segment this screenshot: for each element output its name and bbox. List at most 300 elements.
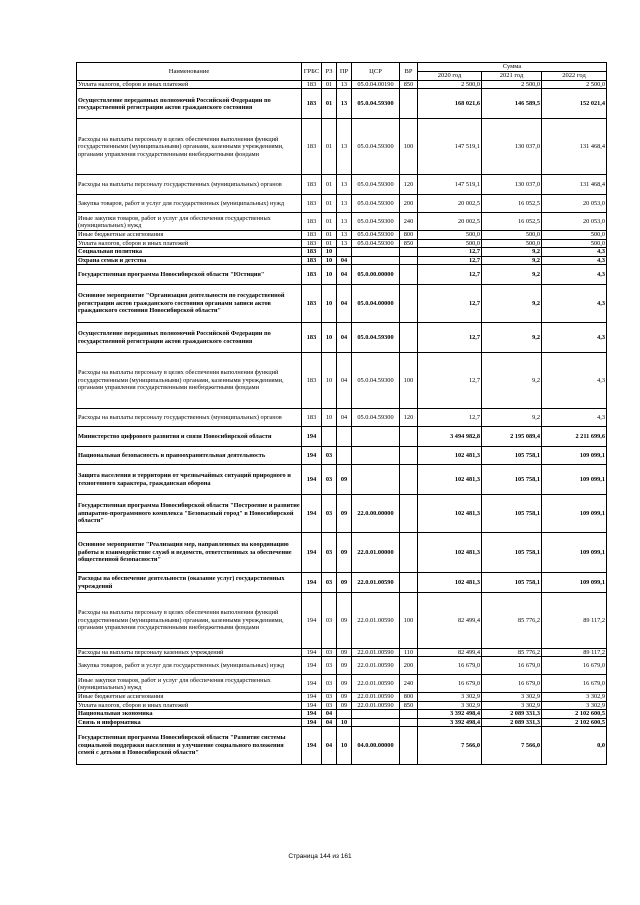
cell-name: Национальная безопасность и правоохранительная деятельность (77, 447, 302, 465)
cell-2022: 3 302,9 (542, 701, 607, 709)
cell-rz: 03 (322, 693, 337, 701)
table-row (77, 119, 607, 175)
table-row (77, 195, 607, 213)
cell-vr (400, 533, 418, 573)
cell-2021: 105 758,1 (482, 573, 542, 593)
table-body (77, 81, 607, 765)
cell-name: Расходы на выплаты персоналу в целях обеспечения выполнения функций государственными (муниципальными) органами, казенными учреждениями, органами управления государственными внебюджетными фондами (77, 119, 302, 175)
cell-pr: 10 (337, 718, 352, 726)
cell-2022: 3 302,9 (542, 693, 607, 701)
cell-csr: 05.0.04.59300 (352, 239, 400, 247)
cell-name: Уплата налогов, сборов и иных платежей (77, 81, 302, 89)
cell-2021: 9,2 (482, 248, 542, 256)
cell-2021: 3 302,9 (482, 693, 542, 701)
cell-name: Иные закупки товаров, работ и услуг для обеспечения государственных (муниципальных) нужд (77, 675, 302, 693)
cell-rz: 03 (322, 495, 337, 533)
cell-pr: 04 (337, 323, 352, 353)
cell-2021: 9,2 (482, 409, 542, 427)
cell-vr: 850 (400, 81, 418, 89)
table-row (77, 465, 607, 495)
cell-csr: 22.0.01.00590 (352, 649, 400, 657)
cell-vr (400, 727, 418, 765)
cell-csr: 22.0.01.00590 (352, 657, 400, 675)
cell-name: Расходы на обеспечение деятельности (оказание услуг) государственных учреждений (77, 573, 302, 593)
cell-pr (337, 447, 352, 465)
cell-2022: 2 500,0 (542, 81, 607, 89)
cell-name: Государственная программа Новосибирской области "Юстиция" (77, 265, 302, 285)
cell-rz: 01 (322, 213, 337, 231)
cell-csr (352, 718, 400, 726)
cell-rz: 01 (322, 175, 337, 195)
cell-vr: 200 (400, 195, 418, 213)
cell-rz: 01 (322, 231, 337, 239)
table-row (77, 248, 607, 256)
cell-2021: 16 679,0 (482, 675, 542, 693)
cell-2021: 105 758,1 (482, 533, 542, 573)
cell-vr (400, 323, 418, 353)
cell-2022: 152 021,4 (542, 89, 607, 119)
cell-grbs: 183 (302, 256, 322, 264)
cell-grbs: 183 (302, 89, 322, 119)
cell-pr: 09 (337, 465, 352, 495)
cell-name: Социальная политика (77, 248, 302, 256)
cell-2020: 12,7 (418, 353, 482, 409)
cell-2020: 102 481,3 (418, 495, 482, 533)
cell-csr: 05.0.04.59300 (352, 409, 400, 427)
cell-csr: 05.0.04.59300 (352, 213, 400, 231)
cell-grbs: 194 (302, 465, 322, 495)
cell-2020: 102 481,3 (418, 447, 482, 465)
cell-2020: 102 481,3 (418, 465, 482, 495)
cell-rz: 10 (322, 323, 337, 353)
cell-csr: 05.0.04.59300 (352, 323, 400, 353)
cell-2022: 2 211 699,6 (542, 427, 607, 447)
cell-vr: 120 (400, 409, 418, 427)
cell-2020: 500,0 (418, 239, 482, 247)
header-year-2021: 2021 год (482, 72, 542, 81)
cell-grbs: 194 (302, 675, 322, 693)
cell-rz: 01 (322, 89, 337, 119)
cell-name: Охрана семьи и детства (77, 256, 302, 264)
cell-2020: 147 519,1 (418, 119, 482, 175)
cell-pr: 04 (337, 265, 352, 285)
cell-2022: 109 099,1 (542, 465, 607, 495)
cell-vr: 120 (400, 175, 418, 195)
cell-name: Расходы на выплаты персоналу в целях обеспечения выполнения функций государственными (муниципальными) органами, казенными учреждениями, органами управления государственными внебюджетными фондами (77, 593, 302, 649)
table-row (77, 231, 607, 239)
cell-2021: 105 758,1 (482, 495, 542, 533)
cell-2020: 3 302,9 (418, 701, 482, 709)
cell-vr (400, 573, 418, 593)
cell-rz: 10 (322, 265, 337, 285)
cell-vr: 850 (400, 239, 418, 247)
cell-csr: 05.0.04.59300 (352, 119, 400, 175)
header-csr: ЦСР (352, 63, 400, 81)
cell-2022: 500,0 (542, 239, 607, 247)
header-vr: ВР (400, 63, 418, 81)
cell-2021: 9,2 (482, 353, 542, 409)
cell-vr: 800 (400, 693, 418, 701)
cell-rz: 03 (322, 675, 337, 693)
cell-grbs: 183 (302, 81, 322, 89)
cell-name: Национальная экономика (77, 710, 302, 718)
table-row (77, 409, 607, 427)
cell-2020: 168 021,6 (418, 89, 482, 119)
cell-2022: 109 099,1 (542, 495, 607, 533)
cell-name: Расходы на выплаты персоналу казенных учреждений (77, 649, 302, 657)
cell-csr: 05.0.04.59300 (352, 89, 400, 119)
cell-grbs: 194 (302, 727, 322, 765)
cell-2021: 9,2 (482, 285, 542, 323)
cell-csr: 05.0.04.59300 (352, 353, 400, 409)
cell-name: Государственная программа Новосибирской области "Развитие системы социальной поддержки населения и улучшение социального положения семей с детьми в Новосибирской области" (77, 727, 302, 765)
cell-grbs: 183 (302, 409, 322, 427)
cell-2022: 4,3 (542, 285, 607, 323)
cell-pr: 09 (337, 657, 352, 675)
cell-name: Основное мероприятие "Организация деятельности по государственной регистрации актов гражданского состояния органами записи актов гражданского состояния Новосибирской области" (77, 285, 302, 323)
cell-2020: 12,7 (418, 409, 482, 427)
cell-csr: 22.0.01.00590 (352, 693, 400, 701)
cell-2022: 89 117,2 (542, 593, 607, 649)
cell-rz: 01 (322, 81, 337, 89)
cell-rz: 10 (322, 409, 337, 427)
table-row (77, 573, 607, 593)
cell-2021: 7 566,0 (482, 727, 542, 765)
table-header (77, 63, 607, 81)
cell-grbs: 183 (302, 265, 322, 285)
cell-2022: 4,3 (542, 353, 607, 409)
cell-grbs: 194 (302, 573, 322, 593)
cell-2020: 12,7 (418, 248, 482, 256)
table-row (77, 649, 607, 657)
cell-grbs: 183 (302, 248, 322, 256)
table-row (77, 657, 607, 675)
table-row (77, 675, 607, 693)
cell-2020: 16 679,0 (418, 675, 482, 693)
cell-pr: 09 (337, 495, 352, 533)
cell-2022: 4,3 (542, 265, 607, 285)
cell-name: Министерство цифрового развития и связи Новосибирской области (77, 427, 302, 447)
cell-vr: 850 (400, 701, 418, 709)
cell-rz: 03 (322, 649, 337, 657)
cell-rz: 03 (322, 593, 337, 649)
cell-2022: 89 117,2 (542, 649, 607, 657)
cell-2022: 16 679,0 (542, 657, 607, 675)
cell-2021: 105 758,1 (482, 465, 542, 495)
header-year-2020: 2020 год (418, 72, 482, 81)
cell-rz: 03 (322, 701, 337, 709)
cell-csr (352, 256, 400, 264)
cell-name: Государственная программа Новосибирской области "Построение и развитие аппаратно-программного комплекса "Безопасный город" в Новосибирской области" (77, 495, 302, 533)
cell-2020: 12,7 (418, 265, 482, 285)
table-row (77, 265, 607, 285)
header-grbs: ГРБС (302, 63, 322, 81)
table-row (77, 285, 607, 323)
cell-csr: 22.0.01.00000 (352, 533, 400, 573)
table-row (77, 718, 607, 726)
cell-grbs: 183 (302, 239, 322, 247)
cell-2022: 2 102 600,5 (542, 718, 607, 726)
table-row (77, 353, 607, 409)
cell-vr (400, 710, 418, 718)
cell-2021: 3 302,9 (482, 701, 542, 709)
cell-rz (322, 427, 337, 447)
cell-2022: 500,0 (542, 231, 607, 239)
cell-2022: 16 679,0 (542, 675, 607, 693)
cell-name: Иные бюджетные ассигнования (77, 693, 302, 701)
cell-2020: 3 392 498,4 (418, 718, 482, 726)
cell-name: Закупка товаров, работ и услуг для государственных (муниципальных) нужд (77, 657, 302, 675)
cell-2021: 9,2 (482, 265, 542, 285)
header-name: Наименование (77, 63, 302, 81)
cell-pr: 04 (337, 256, 352, 264)
header-rz: РЗ (322, 63, 337, 81)
cell-csr: 05.0.04.00190 (352, 81, 400, 89)
cell-vr (400, 89, 418, 119)
table-row (77, 710, 607, 718)
table-row (77, 447, 607, 465)
cell-name: Расходы на выплаты персоналу государственных (муниципальных) органов (77, 409, 302, 427)
cell-2022: 4,3 (542, 409, 607, 427)
cell-2022: 20 053,0 (542, 213, 607, 231)
cell-2020: 102 481,3 (418, 573, 482, 593)
table-row (77, 175, 607, 195)
cell-2020: 3 392 498,4 (418, 710, 482, 718)
cell-pr: 13 (337, 89, 352, 119)
cell-vr (400, 427, 418, 447)
cell-2021: 105 758,1 (482, 447, 542, 465)
cell-vr (400, 285, 418, 323)
cell-pr: 09 (337, 649, 352, 657)
cell-2021: 16 679,0 (482, 657, 542, 675)
cell-pr: 04 (337, 409, 352, 427)
cell-pr (337, 710, 352, 718)
header-sum: Сумма (418, 63, 607, 72)
cell-grbs: 194 (302, 657, 322, 675)
cell-2020: 12,7 (418, 256, 482, 264)
cell-grbs: 183 (302, 195, 322, 213)
cell-2021: 85 776,2 (482, 593, 542, 649)
cell-name: Иные закупки товаров, работ и услуг для обеспечения государственных (муниципальных) нужд (77, 213, 302, 231)
cell-grbs: 183 (302, 323, 322, 353)
cell-rz: 10 (322, 248, 337, 256)
cell-pr: 09 (337, 533, 352, 573)
cell-2020: 20 002,5 (418, 213, 482, 231)
cell-2020: 3 302,9 (418, 693, 482, 701)
cell-csr (352, 465, 400, 495)
cell-vr (400, 256, 418, 264)
cell-pr: 13 (337, 81, 352, 89)
cell-vr: 100 (400, 353, 418, 409)
cell-2020: 12,7 (418, 285, 482, 323)
cell-name: Осуществление переданных полномочий Российской Федерации по государственной регистрации актов гражданского состояния (77, 89, 302, 119)
cell-name: Защита населения и территории от чрезвычайных ситуаций природного и техногенного характера, гражданская оборона (77, 465, 302, 495)
cell-vr: 100 (400, 119, 418, 175)
cell-pr: 09 (337, 693, 352, 701)
cell-2020: 147 519,1 (418, 175, 482, 195)
cell-pr: 13 (337, 175, 352, 195)
cell-grbs: 183 (302, 213, 322, 231)
cell-pr: 04 (337, 285, 352, 323)
cell-vr: 110 (400, 649, 418, 657)
cell-vr (400, 265, 418, 285)
cell-2021: 2 089 331,3 (482, 710, 542, 718)
cell-vr (400, 248, 418, 256)
cell-name: Закупка товаров, работ и услуг для государственных (муниципальных) нужд (77, 195, 302, 213)
cell-rz: 01 (322, 239, 337, 247)
cell-vr (400, 718, 418, 726)
cell-2021: 9,2 (482, 256, 542, 264)
cell-rz: 10 (322, 353, 337, 409)
cell-grbs: 183 (302, 285, 322, 323)
cell-2020: 12,7 (418, 323, 482, 353)
cell-name: Расходы на выплаты персоналу в целях обеспечения выполнения функций государственными (муниципальными) органами, казенными учреждениями, органами управления государственными внебюджетными фондами (77, 353, 302, 409)
table-row (77, 427, 607, 447)
cell-2021: 9,2 (482, 323, 542, 353)
cell-rz: 01 (322, 195, 337, 213)
cell-pr (337, 248, 352, 256)
cell-rz: 01 (322, 119, 337, 175)
cell-grbs: 194 (302, 693, 322, 701)
cell-2022: 109 099,1 (542, 573, 607, 593)
cell-vr: 200 (400, 657, 418, 675)
cell-name: Основное мероприятие "Реализация мер, направленных на координацию работы и взаимодействие служб и ведомств, ответственных за обеспечение общественной безопасности" (77, 533, 302, 573)
cell-grbs: 183 (302, 175, 322, 195)
cell-pr: 13 (337, 195, 352, 213)
cell-csr: 22.0.01.00590 (352, 593, 400, 649)
cell-grbs: 194 (302, 701, 322, 709)
cell-2022: 4,3 (542, 248, 607, 256)
cell-vr (400, 447, 418, 465)
cell-grbs: 194 (302, 649, 322, 657)
cell-csr: 05.0.04.59300 (352, 175, 400, 195)
cell-grbs: 194 (302, 718, 322, 726)
cell-pr: 09 (337, 593, 352, 649)
cell-rz: 03 (322, 533, 337, 573)
cell-2020: 102 481,3 (418, 533, 482, 573)
cell-2020: 82 499,4 (418, 593, 482, 649)
cell-grbs: 194 (302, 710, 322, 718)
cell-grbs: 194 (302, 427, 322, 447)
table-row (77, 89, 607, 119)
table-row (77, 323, 607, 353)
cell-grbs: 194 (302, 447, 322, 465)
table-row (77, 593, 607, 649)
cell-csr: 05.0.04.59300 (352, 231, 400, 239)
cell-csr: 22.0.01.00590 (352, 675, 400, 693)
cell-vr: 240 (400, 675, 418, 693)
cell-vr: 100 (400, 593, 418, 649)
cell-2020: 500,0 (418, 231, 482, 239)
cell-name: Уплата налогов, сборов и иных платежей (77, 701, 302, 709)
cell-vr: 240 (400, 213, 418, 231)
cell-vr (400, 495, 418, 533)
cell-pr: 09 (337, 701, 352, 709)
cell-2021: 2 195 089,4 (482, 427, 542, 447)
cell-2022: 109 099,1 (542, 533, 607, 573)
cell-name: Осуществление переданных полномочий Российской Федерации по государственной регистрации актов гражданского состояния (77, 323, 302, 353)
header-year-2022: 2022 год (542, 72, 607, 81)
cell-rz: 10 (322, 285, 337, 323)
cell-csr (352, 447, 400, 465)
cell-csr (352, 427, 400, 447)
cell-2022: 4,3 (542, 256, 607, 264)
budget-table (76, 62, 607, 765)
cell-2021: 2 089 331,3 (482, 718, 542, 726)
cell-2022: 109 099,1 (542, 447, 607, 465)
cell-2020: 2 500,0 (418, 81, 482, 89)
cell-2020: 16 679,0 (418, 657, 482, 675)
cell-rz: 10 (322, 256, 337, 264)
cell-2022: 0,0 (542, 727, 607, 765)
table-row (77, 256, 607, 264)
cell-grbs: 194 (302, 533, 322, 573)
cell-name: Расходы на выплаты персоналу государственных (муниципальных) органов (77, 175, 302, 195)
cell-2020: 82 499,4 (418, 649, 482, 657)
cell-2021: 16 052,5 (482, 195, 542, 213)
cell-name: Уплата налогов, сборов и иных платежей (77, 239, 302, 247)
cell-rz: 04 (322, 718, 337, 726)
cell-csr (352, 248, 400, 256)
table-row (77, 239, 607, 247)
cell-pr: 04 (337, 353, 352, 409)
cell-2022: 131 468,4 (542, 175, 607, 195)
cell-2021: 146 589,5 (482, 89, 542, 119)
cell-name: Иные бюджетные ассигнования (77, 231, 302, 239)
cell-grbs: 183 (302, 353, 322, 409)
cell-2021: 500,0 (482, 239, 542, 247)
cell-csr: 05.0.04.59300 (352, 195, 400, 213)
cell-rz: 03 (322, 657, 337, 675)
cell-2022: 20 053,0 (542, 195, 607, 213)
table-row (77, 693, 607, 701)
cell-csr: 22.0.01.00590 (352, 701, 400, 709)
cell-csr: 05.0.04.00000 (352, 285, 400, 323)
cell-pr (337, 427, 352, 447)
cell-vr (400, 465, 418, 495)
cell-pr: 13 (337, 231, 352, 239)
cell-2020: 3 494 982,8 (418, 427, 482, 447)
cell-2020: 20 002,5 (418, 195, 482, 213)
table-row (77, 495, 607, 533)
cell-name: Связь и информатика (77, 718, 302, 726)
cell-2020: 7 566,0 (418, 727, 482, 765)
cell-rz: 03 (322, 447, 337, 465)
cell-grbs: 194 (302, 593, 322, 649)
cell-vr: 800 (400, 231, 418, 239)
table-row (77, 213, 607, 231)
table-row (77, 81, 607, 89)
cell-csr: 04.0.00.00000 (352, 727, 400, 765)
cell-2021: 500,0 (482, 231, 542, 239)
cell-grbs: 183 (302, 119, 322, 175)
cell-rz: 03 (322, 465, 337, 495)
cell-rz: 04 (322, 710, 337, 718)
page-number: Страница 144 из 161 (288, 853, 352, 860)
cell-csr (352, 710, 400, 718)
cell-2021: 130 037,0 (482, 175, 542, 195)
cell-rz: 04 (322, 727, 337, 765)
cell-2022: 4,3 (542, 323, 607, 353)
cell-grbs: 183 (302, 231, 322, 239)
cell-pr: 10 (337, 727, 352, 765)
cell-csr: 22.0.01.00590 (352, 573, 400, 593)
cell-pr: 13 (337, 239, 352, 247)
table-row (77, 533, 607, 573)
cell-pr: 13 (337, 213, 352, 231)
cell-csr: 22.0.00.00000 (352, 495, 400, 533)
cell-pr: 09 (337, 573, 352, 593)
